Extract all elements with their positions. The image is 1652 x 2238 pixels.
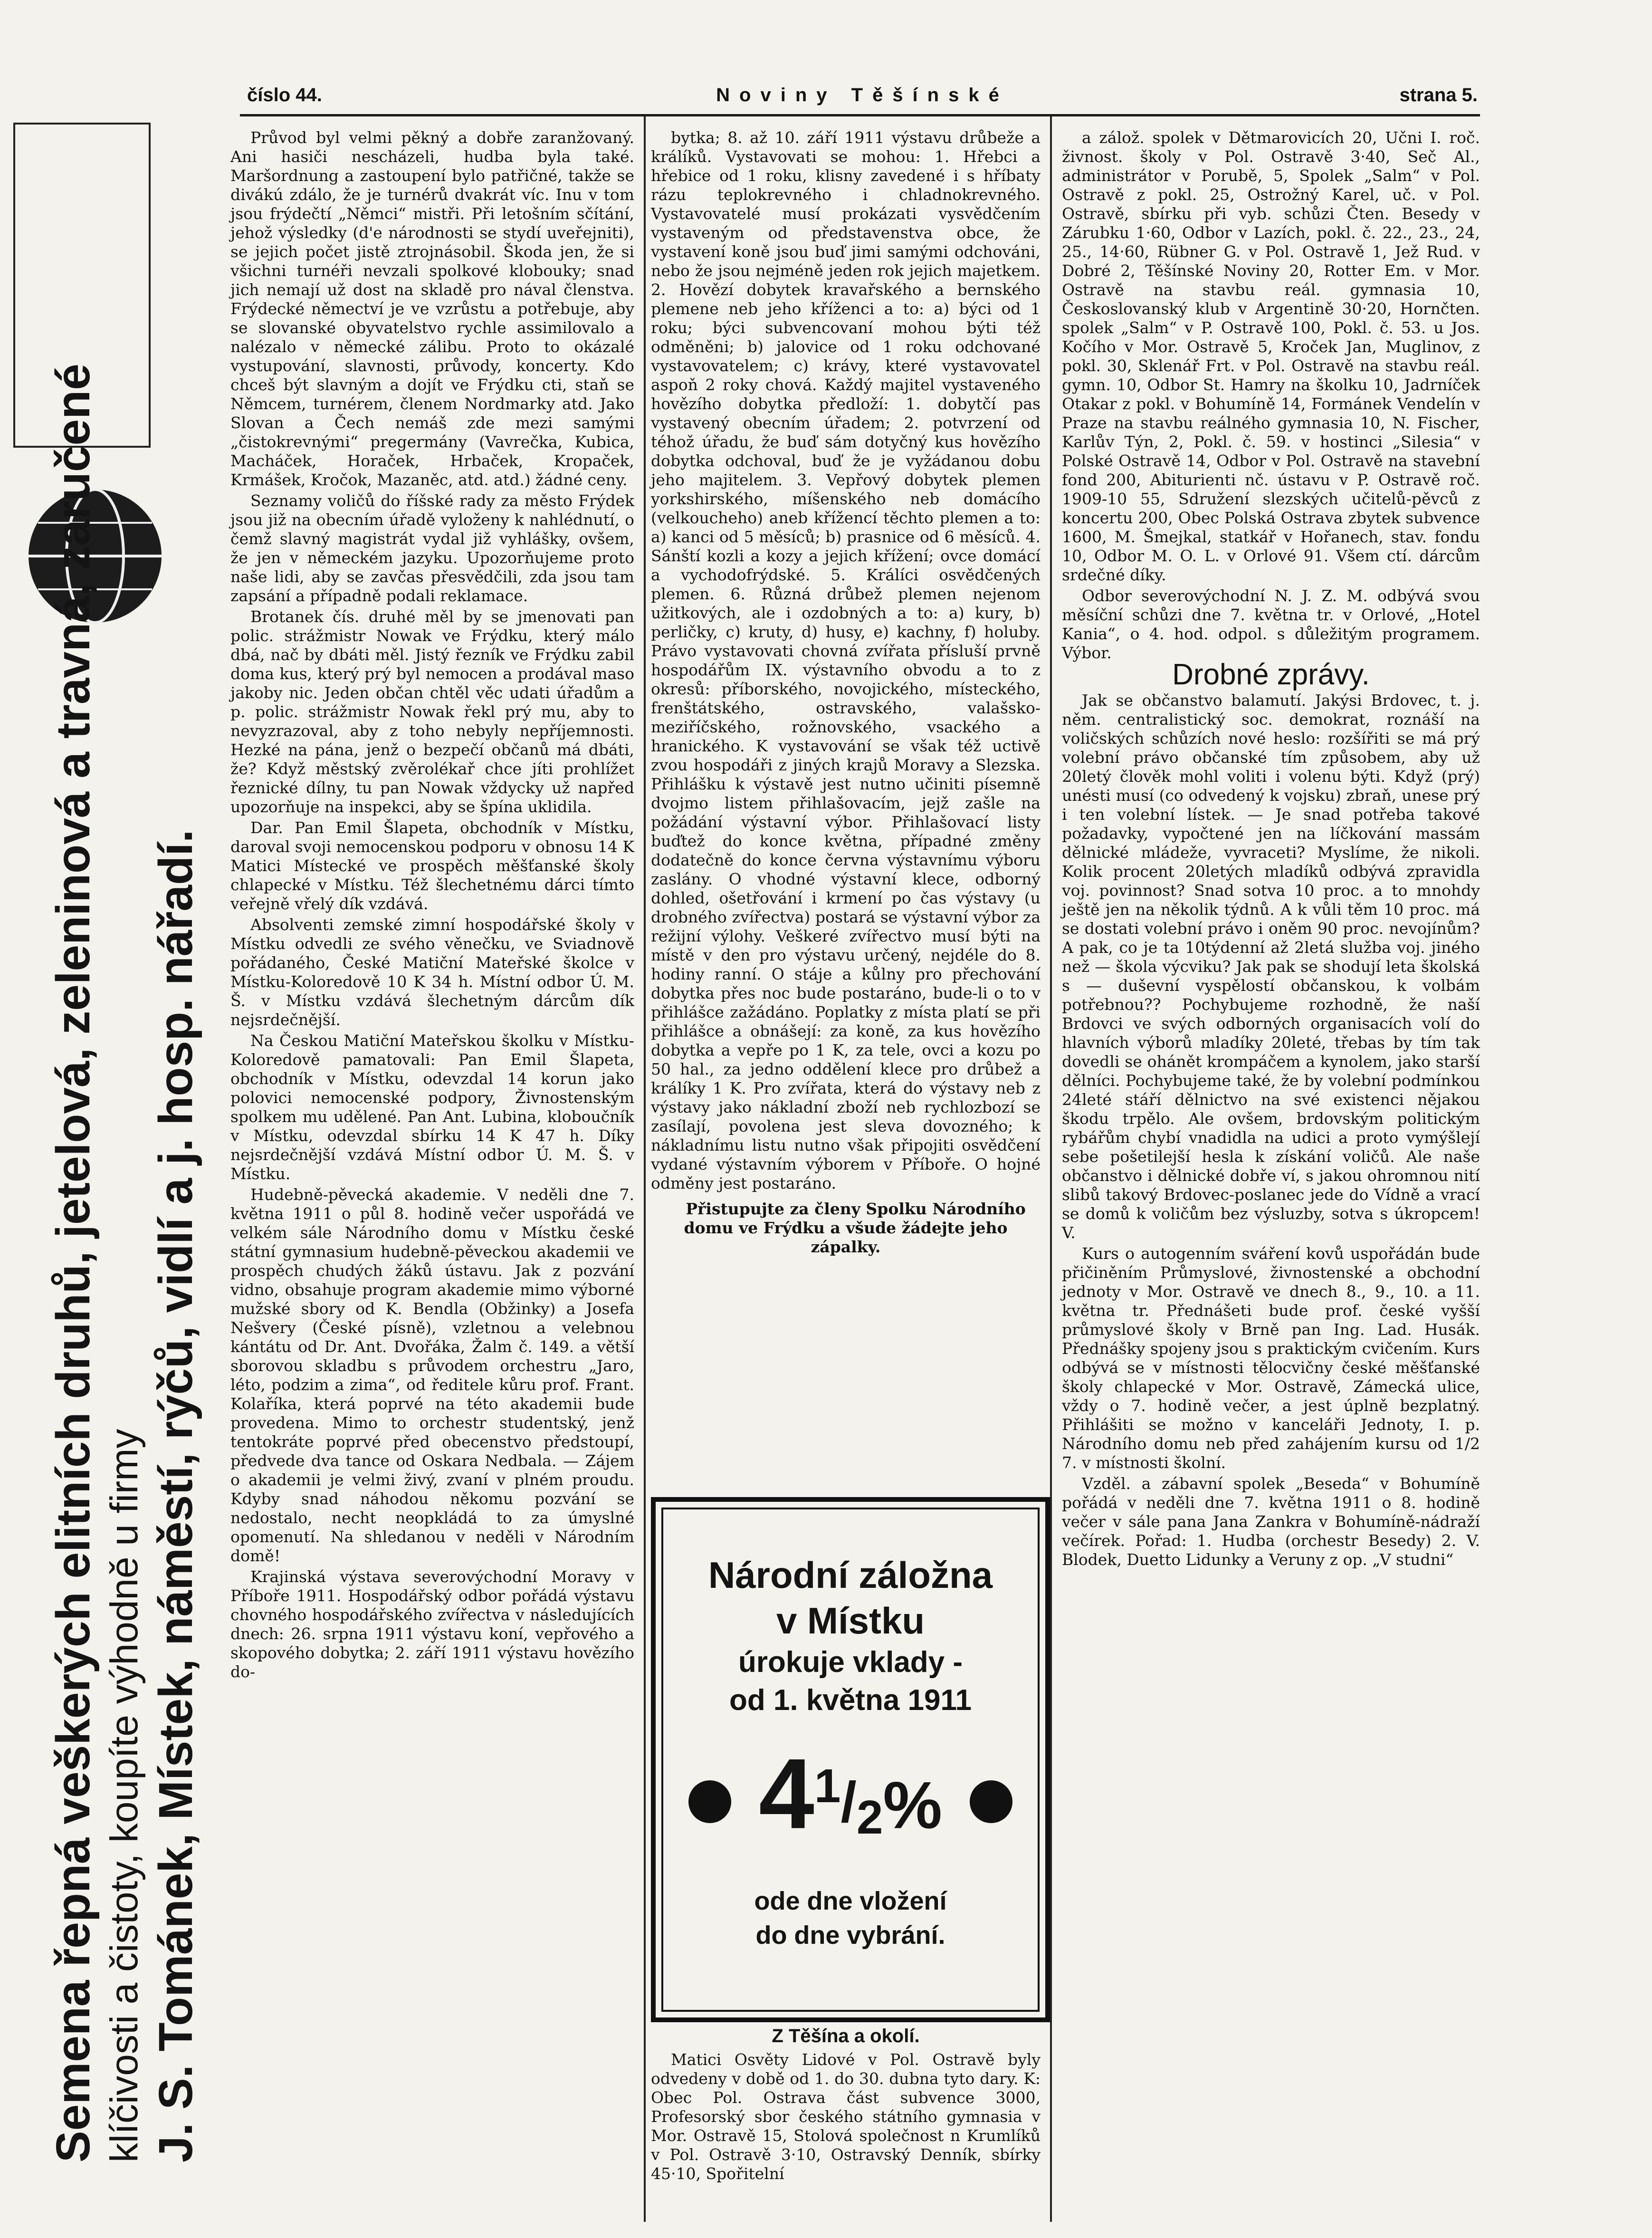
section-heading-tesin: Z Těšína a okolí. [772,2026,920,2046]
rate-numerator: 1 [814,1759,841,1813]
column-3 [1062,128,1480,1571]
page-header [247,85,1478,113]
column-rule-1 [644,116,646,2222]
coin-icon [688,1780,731,1823]
interest-rate [663,1734,1038,1870]
ad-line-3: úrokuje vklady - [738,1646,963,1679]
col3b-paragraph: Vzděl. a zábavní spolek „Beseda“ v Bohumíně pořádá v neděli dne 7. května 1911 o 8. hodině večer v sále pana Jana Zankra v Bohumíně-nádraží večírek. Pořad: 1. Hudba (orchestr Besedy) 2. V. Blodek, Duetto Lidunky a Veruny z op. „V studni“ [1062,1474,1480,1569]
bank-name: Národní záložna [708,1554,993,1596]
appeal-notice: Přistupujte za členy Spolku Národního domu ve Frýdku a všude žádejte jeho zápalky. [684,1200,1026,1256]
rate-denominator: 2 [856,1791,883,1844]
col1-paragraph: Seznamy voličů do říšské rady za město Frýdek jsou již na obecním úřadě vyloženy k nahlédnutí, o čemž slavný magistrát vydal již vyhlášky, ovšem, že jen v německém jazyku. Upozorňujeme proto naše lidi, aby se zavčas přesvědčili, zda jsou tam zapsání a případně podali reklamace. [230,491,634,605]
ad-line-4: od 1. května 1911 [729,1684,972,1717]
column-2-lower [651,2020,1041,2185]
coin-icon [970,1780,1012,1823]
sidebar-line-2: klíčivosti a čistoty, koupíte výhodně u firmy [103,1429,146,2162]
section-heading-drobne-zpravy: Drobné zprávy. [1172,658,1370,691]
rate-unit: % [883,1767,942,1843]
bank-advertisement [651,1497,1050,2022]
col1-paragraph: Brotanek čís. druhé měl by se jmenovati pan polic. strážmistr Nowak ve Frýdku, který málo dbá, nač by dbáti měl. Jistý řezník ve Frýdku zabil doma kus, který prý byl nemocen a prodával maso jakoby nic. Jeden občan chtěl věc udati úřadům a p. polic. strážmistr Nowak řekl prý mu, aby to nevyzrazoval, aby z toho nebyly nepříjemnosti. Hezké na pána, jenž o bezpečí občanů má dbáti, že? Když městský zvěrolékař chce jíti prohlížet řeznické dílny, tu pan Nowak vždycky už napřed upozorňuje na inspekci, aby se špína uklidila. [230,607,634,816]
col1-paragraph: Krajinská výstava severovýchodní Moravy v Příboře 1911. Hospodářský odbor pořádá výstavu chovného hospodářského zvířectva v následujících dnech: 26. srpna 1911 výstavu koní, vepřového a skopového dobytka; 2. září 1911 výstavu hovězího do- [230,1567,634,1681]
col1-paragraph: Na Českou Matiční Mateřskou školku v Místku-Koloredově pamatovali: Pan Emil Šlapeta, obchodník v Místku, odevzdal 14 korun jako polovici nemocenské podpory, Živnostenským spolkem mu udělené. Pan Ant. Lubina, kloboučník v Místku, odevzdal sbírku 14 K 47 h. Díky nejsrdečnější vzdává Místní odbor Ú. M. Š. v Místku. [230,1031,634,1183]
col2b-paragraph: Matici Osvěty Lidové v Pol. Ostravě byly odvedeny v době od 1. do 30. dubna tyto dary. K: Obec Pol. Ostrava část subvence 3000, Profesorský sbor českého státního gymnasia v Mor. Ostravě 15, Stolová společnost n Krumlíků v Pol. Ostravě 3·10, Ostravský Denník, sbírky 45·10, Spořitelní [651,2050,1041,2183]
col1-paragraph: Dar. Pan Emil Šlapeta, obchodník v Místku, daroval svoji nemocenskou podporu v obnosu 14 K Matici Místecké ve prospěch měšťanské školy chlapecké v Místku. Též šlechetnému dárci tímto veřejně vřelý dík vzdává. [230,818,634,913]
sidebar-line-3: J. S. Tománek, Místek, náměstí, rýčů, vidlí a j. hosp. nářadí. [149,829,202,2162]
rate-main: 4 [759,1738,814,1850]
bank-ad-frame [661,1508,1040,2012]
sidebar-advertisement [45,364,204,2162]
col1-paragraph: Absolventi zemské zimní hospodářské školy v Místku odvedli ze svého věnečku, ve Sviadnově pořádaného, České Matiční Mateřské školce v Místku-Koloredově 10 K 34 h. Místní odbor Ú. M. Š. v Místku vzdává šlechetným dárcům dík nejsrdečnější. [230,915,634,1029]
issue-number: číslo 44. [247,85,322,106]
sidebar-line-1: Semena řepná veškerých elitních druhů, jetelová, zeleninová a travná, zaručené [47,364,100,2162]
col3-paragraph: a zálož. spolek v Dětmarovicích 20, Učni I. roč. živnost. školy v Pol. Ostravě 3·40, Seč Al., administrátor v Porubě, 5, Spolek „Salm“ v Pol. Ostravě z pokl. 25, Ostrožný Karel, uč. v Pol. Ostravě, sbírku při vyb. schůzi Čten. Besedy v Zárubku 1·60, Odbor v Lazích, pokl. č. 22., 23., 24, 25., 14·60, Rübner G. v Pol. Ostravě 1, Jež Rud. v Dobré 2, Těšínské Noviny 20, Rotter Em. v Mor. Ostravě na stavbu reál. gymnasia 10, Českoslovanský klub v Argentině 30·20, Hornčten. spolek „Salm“ v P. Ostravě 100, Pokl. č. 53. u Jos. Kočího v Mor. Ostravě 5, Kroček Jan, Muglinov, z pokl. 30, Sklenář Frt. v Pol. Ostravě na stavbu reál. gymn. 10, Odbor St. Hamry na školku 10, Jadrníček Otakar z pokl. v Bohumíně 14, Formánek Vendelín v Praze na stavbu reálného gymnasia 10, N. Fischer, Karlův Týn, 2, Pokl. č. 59. v hostinci „Silesia“ v Polské Ostravě 14, Odbor v Pol. Ostravě na stavební fond 200, Abiturienti nč. ústavu v P. Ostravě roč. 1909-10 55, Sdružení slezských učitelů-pěvců z koncertu 200, Obec Polská Ostrava zbytek subvence 1600, M. Šmejkal, statkář v Hořanech, stav. fondu 10, Odbor M. O. L. v Orlové 91. Všem ctí. dárcům srdečné díky. [1062,128,1480,584]
column-2 [651,128,1041,1258]
bank-location: v Místku [776,1600,925,1642]
col3b-paragraph: Kurs o autogenním sváření kovů uspořádán bude přičiněním Průmyslové, živnostenské a obchodní jednoty v Mor. Ostravě ve dnech 8., 9., 10. a 11. května tr. Přednášeti bude prof. české vyšší průmyslové školy v Brně pan Ing. Lad. Husák. Přednášky spojeny jsou s praktickým cvičením. Kurs odbývá se v místnosti tělocvičny české měšťanské školy chlapecké v Mor. Ostravě, Zámecká ulice, vždy o 7. hodině večer, a jest úplně bezplatný. Přihlášiti se možno v kanceláři Jednoty, I. p. Národního domu neb před zahájením kursu od 1/2 7. v místnosti školní. [1062,1244,1480,1472]
rate-fraction: $^1/_2$ [814,1759,883,1844]
column-rule-2 [1050,116,1052,2222]
newspaper-title: Noviny Těšínské [716,85,1009,106]
header-rule [240,114,1480,116]
ad-line-6: do dne vybrání. [755,1921,945,1950]
column-1 [230,128,634,1683]
col3b-paragraph: Jak se občanstvo balamutí. Jakýsi Brdovec, t. j. něm. centralistický soc. demokrat, roznáší na voličských schůzích nové heslo: rozšířiti se má prý volební právo občanské tím způsobem, aby už 20letý člověk mohl voliti i volenu býti. Když (prý) unésti musí (co odvedený k vojsku) zbraň, unese prý i ten volební lístek. — Je snad potřeba takové požadavky, vypočtené jen na líčkování massám dělnické mládeže, vyvraceti? Myslíme, že nikoli. Kolik procent 20letých mladíků odbývá zpravidla voj. povinnost? Snad sotva 10 proc. a to mnohdy ještě jen na několik týdnů. A k vůli těm 10 proc. má se dostati volební právo i oněm 90 proc. nevojínům? A pak, co je ta 10týdenní až 2letá služba voj. jiného než — škola výcviku? Jak pak se shodují leta školská s — duševní vyspělostí občanskou, k volbám potřebnou?? Pochybujeme rozhodně, že naší Brdovci ve svých odborných organisacích volí do hlavních výborů mladíky 20leté, třebas by tím tak dovedli se ohánět krompáčem a kynolem, jako starší dělníci. Pochybujeme také, že by volební podmínkou 24leté stáří dělnictvo na své existenci nějakou škodu trpělo. Ale ovšem, brdovským politickým rybářům chybí vnadidla na udici a proto vymýšlejí sebe pošetilejší hesla k získání voličů. Ale naše občanstvo i dělnické dobře ví, s jakou ohromnou nití slibů takový Brdovec-poslanec jede do Vídně a vrací se domů k voličům bez výsluzby, sotva s úkropcem! V. [1062,691,1480,1242]
col1-paragraph: Průvod byl velmi pěkný a dobře zaranžovaný. Ani hasiči nescházeli, hudba byla také. Maršordnung a zastoupení bylo patřičné, takže se divákú zdálo, že je turnérů dvakrát víc. Inu v tom jsou frýdečtí „Němci“ mistři. Při letošním sčítání, jehož výsledky (d'e národnosti se stydí uveřejniti), se jejich počet jistě ztrojnásobil. Škoda jen, že si všichni turnéři nevzali spolkové klobouky; snad jich nemají už dost na skladě pro nával členstva. Frýdecké němectví je ve vzrůstu a potřebuje, aby se slovanské obyvatelstvo rychle assimilovalo a nalézalo v německé zálibu. Proto to okázalé vystupování, slavnosti, průvody, koncerty. Kdo chceš být slavným a dojít ve Frýdku cti, staň se Němcem, turnérem, členem Nordmarky atd. Jako Slovan a Čech nemáš zde mezi samými „čistokrevnými“ pregermány (Vavrečka, Kubica, Macháček, Horaček, Hrbaček, Kropaček, Krmášek, Kročok, Mazaněc, atd. atd.) žádné ceny. [230,128,634,489]
col1-paragraph: Hudebně-pěvecká akademie. V neděli dne 7. května 1911 o půl 8. hodině večer uspořádá ve velkém sále Národního domu v Místku české státní gymnasium hudebně-pěveckou akademii ve prospěch chudých žáků ústavu. Jak z pozvání vidno, obsahuje program akademie mimo výborné mužské sbory od K. Bendla (Obžinky) a Josefa Nešvery (České písně), vzletnou a velebnou kántátu od Dr. Ant. Dvořáka, Žalm č. 149. a větší sborovou skladbu s průvodem orchestru „Jaro, léto, podzim a zima“, od ředitele kůru prof. Frant. Kolaříka, která poprvé na této akademii bude provedena. Mimo to orchestr studentský, jenž tentokráte poprvé před obecenstvo předstoupí, předvede dva tance od Oskara Nedbala. — Zájem o akademii je velmi živý, zvaní v plném proudu. Kdyby snad náhodou někomu pozvání se nedostalo, necht neopkládá to za úmyslné opomenutí. Na shledanou v neděli v Národním domě! [230,1185,634,1565]
page-number: strana 5. [1399,85,1478,106]
ad-line-5: ode dne vložení [754,1887,947,1915]
col3-paragraph: Odbor severovýchodní N. J. Z. M. odbývá svou měsíční schůzi dne 7. května tr. v Orlové, „Hotel Kania“, o 4. hod. odpol. s důležitým programem. Výbor. [1062,586,1480,662]
col2-paragraph: bytka; 8. až 10. září 1911 výstavu drůbeže a králíků. Vystavovati se mohou: 1. Hřebci a hřebice od 1 roku, klisny zavedené i s hříbaty rázu teplokrevného i chladnokrevného. Vystavovatelé musí prokázati vysvědčením vystaveným od představenstva obce, že vystavení koně jsou buď jimi samými odchováni, nebo že jsou nejméně jeden rok jejich majetkem. 2. Hovězí dobytek kravařského a bernského plemene neb jeho kříženci a to: a) býci od 1 roku; býci subvencovaní mohou býti též odměněni; b) jalovice od 1 roku odchované vystavovatelem; c) krávy, které vystavovatel aspoň 2 roky chová. Každý majitel vystaveného hovězího dobytka předloží: 1. dobytčí pas vystavený obecním úřadem; 2. potvrzení od téhož úřadu, že buď sám dotyčný kus hovězího dobytka odchoval, buď že je vyžádanou dobu jeho majitelem. 3. Vepřový dobytek plemen yorkshirského, míšenského neb domácího (velkoucheho) aneb křížencí těchto plemen a to: a) kanci od 5 měsíců; b) prasnice od 6 měsíců. 4. Sánští kozli a kozy a jejich křížení; ovce domácí a vychodofrýdské. 5. Králíci osvědčených plemen. 6. Různá drůbež plemen nejenom užitkových, ale i ozdobných a to: a) kury, b) perličky, c) kruty, d) husy, e) kachny, f) holuby. Právo vystavovati chovná zvířata přísluší prvně hospodářům IX. výstavního obvodu a to z okresů: příborského, novojického, místeckého, frenštátského, ostravského, valašsko-meziříčského, rožnovského, vsackého a hranického. K vystavování se však též uctivě zvou hospodáři z jiných krajů Moravy a Slezska. Přihlášku k výstavě jest nutno učiniti písemně dvojmo listem přihlašovacím, jejž zašle na požádání výstavní výbor. Přihlašovací listy buďtež do konce května, případné změny dodatečně do konce června výstavnímu výboru zaslány. O vhodné výstavní klece, odborný dohled, ošetřování i krmení po čas výstavy (u drobného zvířectva) postará se výstavní výbor za režijní výlohy. Veškeré zvířectvo musí býti na místě v den pro výstavu určený, nejdéle do 8. hodiny ranní. O stáje a kůlny pro přechování dobytka přes noc bude postaráno, bude-li o to v přihlášce zažádáno. Poplatky z místa platí se při přihlášce a obnášejí: za koně, za kus hovězího dobytka a vepře po 1 K, za tele, ovci a kozu po 50 hal., za jedno oddělení klece pro drůbež a králíky 1 K. Pro zvířata, která do výstavy neb z výstavy jako nákladní zboží neb rychlozbozí se zasílají, povolena jest sleva dovozného; k nákladnímu listu nutno však připojiti osvědčení vydané výstavním výborem v Příboře. O hojné odměny jest postaráno. [651,128,1041,1192]
